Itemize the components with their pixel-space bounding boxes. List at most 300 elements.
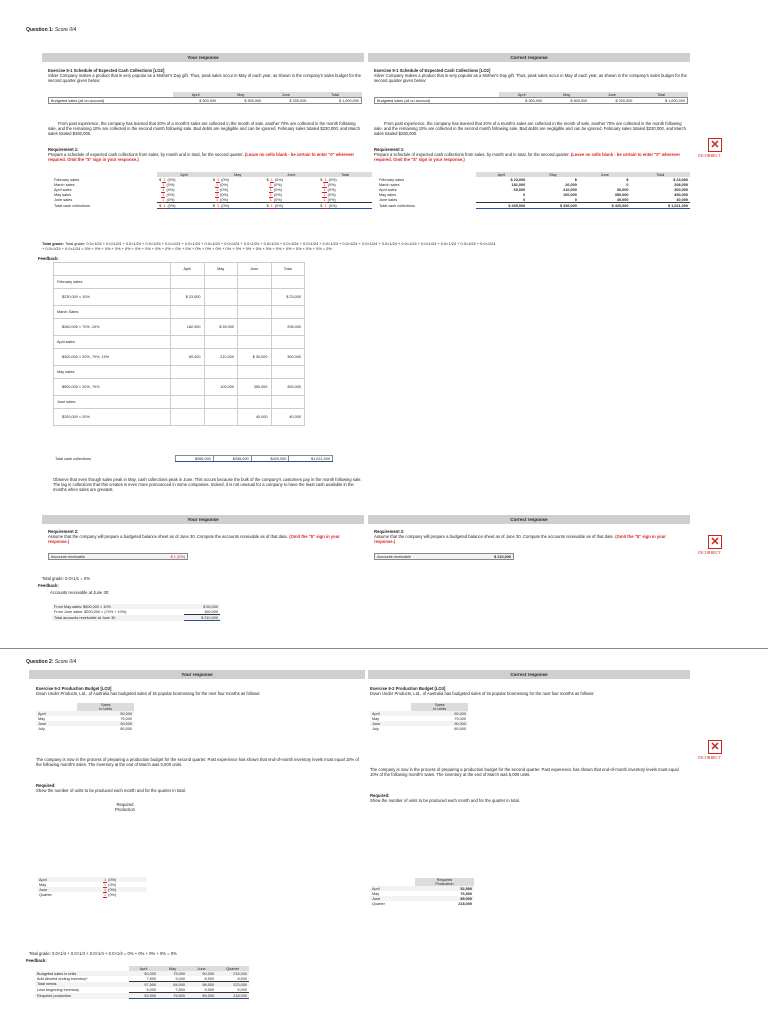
table-cell: June xyxy=(265,172,319,177)
table-row xyxy=(54,319,305,336)
feedback-row-label: March Sales: xyxy=(54,306,171,319)
table-row xyxy=(54,396,305,409)
table-cell: June xyxy=(372,721,381,726)
table-cell: 7,500 xyxy=(158,987,187,993)
table-cell: Less beginning inventory xyxy=(37,987,80,992)
table-cell: 90,000 xyxy=(120,721,132,726)
table-cell: Quarter xyxy=(372,901,385,906)
production-input-cell[interactable]: 1 (0%) xyxy=(104,877,117,882)
required-left: Required: Show the number of units to be produced each month and for the quarter in total. xyxy=(36,783,186,794)
table-cell: From June sales: $200,000 × (70% + 10%) xyxy=(54,609,127,614)
table-row xyxy=(54,336,305,349)
feedback-row-label: $300,000 × 20%, 70%, 10% xyxy=(54,349,171,366)
req-prod-header-left: Required Production xyxy=(114,802,136,813)
table-row xyxy=(54,289,305,306)
table-cell xyxy=(238,366,272,379)
table-cell: Total xyxy=(318,172,372,177)
table-cell xyxy=(370,703,411,711)
correct-cell: $ 420,000 xyxy=(579,203,631,209)
schedule-input-cell[interactable]: $ 1 (0%) xyxy=(212,177,230,182)
feedback-row-label: April sales: xyxy=(54,336,171,349)
table-cell: 218,000 xyxy=(216,993,249,999)
table-cell: 218,000 xyxy=(458,901,472,906)
table-cell: 208,000 xyxy=(271,319,305,336)
table-cell: Total xyxy=(308,92,361,98)
table-cell xyxy=(204,409,238,426)
feedback-row-label: $260,000 × 70%, 10% xyxy=(54,319,171,336)
table-cell: 75,000 xyxy=(454,716,466,721)
table-cell: $ 23,000 xyxy=(271,289,305,306)
correct-cell: 450,000 xyxy=(674,192,688,197)
ar-feedback-table xyxy=(52,604,220,621)
table-row xyxy=(54,306,305,319)
table-cell xyxy=(171,276,205,289)
table-cell: May xyxy=(544,92,589,98)
schedule-input-cell[interactable]: $ 1 (0%) xyxy=(211,203,265,209)
table-cell: 98,000 xyxy=(202,982,215,987)
feedback-row-label: $200,000 × 20% xyxy=(54,409,171,426)
table-row xyxy=(370,901,474,906)
table-cell: February sales xyxy=(54,177,80,182)
table-cell: 89,000 xyxy=(187,993,216,999)
schedule-input-cell[interactable]: $ 1 (0%) xyxy=(318,203,372,209)
schedule-input-cell[interactable]: 1 (0%) xyxy=(323,192,336,197)
table-cell: June xyxy=(238,263,272,276)
schedule-input-cell[interactable]: 1 (0%) xyxy=(162,192,175,197)
table-cell: 160,000 xyxy=(204,609,218,614)
table-cell xyxy=(204,306,238,319)
table-cell: Budgeted sales (all on account) xyxy=(377,98,431,103)
correct-cell: 182,000 xyxy=(511,182,526,187)
table-cell: 7,500 xyxy=(129,976,158,982)
table-cell xyxy=(271,396,305,409)
correct-response-header-q2: Correct response xyxy=(368,670,690,679)
your-response-header: Your response xyxy=(42,53,364,62)
question-1-title xyxy=(26,27,76,33)
table-cell: 90,000 xyxy=(202,971,215,976)
feedback-label-2: Feedback: xyxy=(38,583,59,588)
sales-budget-table xyxy=(48,92,362,104)
table-cell: Budgeted sales in units xyxy=(37,971,77,976)
question-label: Question 1: xyxy=(26,27,54,33)
correct-cell: $ 23,000 xyxy=(510,177,526,182)
table-row xyxy=(370,726,468,731)
table-cell: $ 1,000,000 xyxy=(338,98,359,103)
sales-units-table xyxy=(370,703,468,731)
table-row xyxy=(37,892,147,897)
correct-cell: $ xyxy=(626,177,629,182)
table-cell xyxy=(271,276,305,289)
correct-cell: 210,000 xyxy=(563,187,577,192)
table-cell: May xyxy=(218,92,263,98)
table-cell: April xyxy=(38,711,46,716)
table-cell: $ 500,000 xyxy=(244,98,262,103)
table-cell: Required Production xyxy=(415,878,474,886)
ar-feedback-title: Accounts receivable at June 30: xyxy=(50,590,110,595)
exercise-intro-left xyxy=(48,68,362,84)
policy-text-left: The company is now in the process of preparing a production budget for the second quarter. Past experience has shown that end-of-month inventory levels must equal 10% of the following month's sales. The inventory at the end of March was 5,000 units. xyxy=(36,757,359,768)
feedback-total-collections xyxy=(53,455,333,462)
table-cell: 350,000 xyxy=(238,379,272,396)
table-cell: March sales xyxy=(379,182,400,187)
table-cell: April xyxy=(171,263,205,276)
table-cell: June xyxy=(187,966,216,971)
table-cell: $265,000 xyxy=(176,456,214,462)
correct-cell: 60,000 xyxy=(513,187,526,192)
past-experience-left: From past experience, the company has learned that 20% of a month's sales are collected in the month of sale, another 70% are collected in the month following sale, and the remaining 10% are collected in the second month following sale. Bad debts are negligible and can be ignored. February sales totaled $230,000, and March sales totaled $260,000. xyxy=(48,121,360,137)
table-cell: Total accounts receivable at June 30 xyxy=(54,615,116,620)
production-input-cell[interactable]: 1 (0%) xyxy=(104,892,117,897)
table-cell: 76,500 xyxy=(460,891,472,896)
correct-production-table xyxy=(370,878,474,906)
correct-cell: $ 23,000 xyxy=(673,177,688,182)
table-cell: April xyxy=(129,966,158,971)
table-cell xyxy=(204,336,238,349)
your-response-header-q2: Your response xyxy=(29,670,365,679)
feedback-row-label: May sales: xyxy=(54,366,171,379)
table-cell: Total cash collections xyxy=(55,456,91,461)
table-row xyxy=(36,726,134,731)
table-cell: 75,000 xyxy=(173,971,186,976)
table-cell: 75,000 xyxy=(120,716,132,721)
correct-cell: 0 xyxy=(523,197,526,202)
table-cell xyxy=(204,276,238,289)
feedback-row-label: $500,000 × 20%, 70% xyxy=(54,379,171,396)
table-row xyxy=(370,703,468,711)
table-row xyxy=(36,703,134,711)
schedule-input-cell[interactable]: $ 1 (0%) xyxy=(157,203,211,209)
table-cell xyxy=(171,409,205,426)
table-cell: July xyxy=(38,726,45,731)
table-cell: $ 30,000 xyxy=(238,349,272,366)
table-row xyxy=(54,263,305,276)
table-cell xyxy=(238,289,272,306)
table-cell: May xyxy=(204,263,238,276)
table-cell xyxy=(238,319,272,336)
correct-cell: 30,000 xyxy=(616,187,629,192)
table-cell xyxy=(36,703,77,711)
correct-cell: 40,000 xyxy=(616,197,629,202)
table-row xyxy=(52,203,372,209)
feedback-collections-table xyxy=(53,262,305,426)
table-cell: Total cash collections xyxy=(54,203,90,208)
requirement-1-right: Requirement 1: Prepare a schedule of expected cash collections from sales, by month and in total, for the second quarter. (Leave no cells blank - be certain to enter "0" wherever required. Omit the "$" sign in your response.) xyxy=(374,147,681,163)
schedule-input-cell[interactable]: $ 1 (0%) xyxy=(159,177,176,182)
correct-cell: 208,000 xyxy=(674,182,688,187)
table-cell: April sales xyxy=(379,187,397,192)
correct-cell: 0 xyxy=(523,192,526,197)
correct-cell: $ xyxy=(574,177,577,182)
table-cell: $ 200,000 xyxy=(289,98,307,103)
table-cell xyxy=(271,366,305,379)
table-cell: June sales xyxy=(54,197,73,202)
table-cell xyxy=(204,366,238,379)
table-cell: April sales xyxy=(54,187,72,192)
table-cell: $ 26,000 xyxy=(204,319,238,336)
feedback-row-label: $230,000 × 10% xyxy=(54,289,171,306)
table-cell: 8,000 xyxy=(216,976,249,982)
schedule-input-cell[interactable]: 1 (0%) xyxy=(269,192,282,197)
table-row xyxy=(375,554,514,560)
feedback-label-q2: Feedback: xyxy=(26,958,47,963)
correct-cell: 350,000 xyxy=(614,192,629,197)
question-2-title xyxy=(26,659,76,665)
table-cell: 80,000 xyxy=(454,726,466,731)
table-cell: 84,000 xyxy=(173,982,186,987)
exercise-text: Silver Company makes a product that is very popular as a Mother's Day gift. Thus, peak sales occur in May of each year, as shown in the company's sales budget for the second quarter given below: xyxy=(48,73,361,84)
your-production-table xyxy=(37,877,147,897)
table-cell: Accounts receivable xyxy=(51,554,85,559)
table-cell: 450,000 xyxy=(271,379,305,396)
schedule-input-cell[interactable]: 1 (0%) xyxy=(323,187,336,192)
schedule-input-cell[interactable]: 1 (0%) xyxy=(215,197,229,202)
table-cell: Accounts receivable xyxy=(377,554,411,559)
table-cell xyxy=(204,289,238,306)
table-cell: $ 200,000 xyxy=(615,98,633,103)
schedule-input-cell[interactable]: 1 (0%) xyxy=(215,182,229,187)
incorrect-label: INCORRECT xyxy=(698,153,721,158)
incorrect-label: INCORRECT xyxy=(698,550,721,555)
incorrect-x-icon: ✕ xyxy=(708,138,722,152)
table-cell: 8,000 xyxy=(187,976,216,982)
schedule-input-cell[interactable]: $ 1 (0%) xyxy=(320,177,337,182)
table-cell: Total cash collections xyxy=(379,203,415,208)
table-cell: 76,500 xyxy=(158,993,187,999)
table-cell: 9,000 xyxy=(158,976,187,982)
table-row xyxy=(54,409,305,426)
correct-cell: 26,000 xyxy=(565,182,577,187)
exercise-title: Exercise 9-1 Schedule of Expected Cash Collections [LO2] xyxy=(374,68,491,73)
exercise-intro-q2-left: Exercise 9-2 Production Budget [LO3] Down Under Products, Ltd., of Australia has budgeted sales of its popular boomerang for the next four months as follows: xyxy=(36,686,261,697)
total-grade-2: Total grade: 0.0×1/1 = 0% xyxy=(42,576,90,581)
exercise-title: Exercise 9-1 Schedule of Expected Cash Collections [LO2] xyxy=(48,68,165,73)
ar-correct-table xyxy=(374,553,514,560)
table-row xyxy=(54,276,305,289)
table-cell: June xyxy=(589,92,634,98)
feedback-row-label: June sales: xyxy=(54,396,171,409)
past-experience-right: From past experience, the company has learned that 20% of a month's sales are collected in the month of sale, another 70% are collected in the month following sale, and the remaining 10% are collected in the second month following sale. Bad debts are negligible and can be ignored. February sales totaled $230,000, and March sales totaled $260,000. xyxy=(374,121,686,137)
correct-response-header: Correct response xyxy=(368,53,690,62)
your-response-header-2: Your response xyxy=(42,515,364,524)
incorrect-label: INCORRECT xyxy=(698,755,721,760)
schedule-input-cell[interactable]: 1 (0%) xyxy=(269,197,282,202)
table-cell: 50,000 xyxy=(454,711,466,716)
table-cell: $ 300,000 xyxy=(525,98,543,103)
table-cell: 40,000 xyxy=(271,409,305,426)
schedule-input-cell[interactable]: 1 (0%) xyxy=(215,187,229,192)
table-row xyxy=(54,366,305,379)
score-label: Score 0/4 xyxy=(54,659,77,665)
table-cell: 100,000 xyxy=(204,379,238,396)
schedule-input-cell[interactable]: 1 (0%) xyxy=(162,197,175,202)
correct-cell: 40,000 xyxy=(676,197,688,202)
exercise-text: Silver Company makes a product that is very popular as a Mother's Day gift. Thus, peak sales occur in May of each year, as shown in the company's sales budget for the second quarter given below: xyxy=(374,73,687,84)
table-cell: 210,000 xyxy=(204,349,238,366)
incorrect-x-icon: ✕ xyxy=(708,535,722,549)
ar-your-table xyxy=(48,553,188,560)
your-schedule-table xyxy=(52,172,372,209)
score-label: Score 0/4 xyxy=(54,27,77,33)
table-cell: 90,000 xyxy=(454,721,466,726)
schedule-input-cell[interactable]: 1 (0%) xyxy=(323,197,336,202)
table-cell: April xyxy=(39,877,47,882)
correct-cell: 300,000 xyxy=(674,187,688,192)
table-cell: 50,000 xyxy=(120,711,132,716)
table-row xyxy=(52,615,220,621)
requirement-2-left: Requirement 2: Assume that the company will prepare a budgeted balance sheet as of June 30. Compute the accounts receivable as of that date. (Omit the "$" sign in your response.) xyxy=(48,529,340,545)
table-cell: 223,000 xyxy=(233,982,247,987)
table-cell: Total needs xyxy=(37,982,57,987)
table-cell: 300,000 xyxy=(271,349,305,366)
table-cell: May xyxy=(39,882,47,887)
table-cell: May sales xyxy=(54,192,72,197)
table-cell: 215,000 xyxy=(233,971,247,976)
table-cell: May xyxy=(38,716,46,721)
question-divider xyxy=(0,648,768,649)
schedule-input-cell[interactable]: 1 (0%) xyxy=(269,182,282,187)
ar-your-input[interactable]: $ 1 (0%) xyxy=(170,554,185,559)
table-cell: April xyxy=(476,172,528,177)
table-cell: May xyxy=(372,891,380,896)
table-cell: June sales xyxy=(379,197,398,202)
table-cell xyxy=(271,336,305,349)
table-cell: April xyxy=(157,172,211,177)
table-row xyxy=(49,554,188,560)
table-cell xyxy=(238,276,272,289)
table-row xyxy=(54,349,305,366)
table-row xyxy=(375,98,688,104)
sales-budget-table xyxy=(374,92,688,104)
schedule-input-cell[interactable]: 1 (0%) xyxy=(323,182,336,187)
table-cell: 40,000 xyxy=(238,409,272,426)
table-cell: Sales in Units xyxy=(411,703,468,711)
table-cell: 89,000 xyxy=(460,896,472,901)
schedule-input-cell[interactable]: 1 (0%) xyxy=(269,187,282,192)
table-cell xyxy=(370,878,415,886)
table-cell: Add desired ending inventory* xyxy=(37,976,88,981)
table-cell xyxy=(171,366,205,379)
table-cell: $ 210,000 xyxy=(494,554,511,559)
table-cell: 182,000 xyxy=(171,319,205,336)
table-cell: Quarter xyxy=(216,966,249,971)
correct-cell: $ 265,000 xyxy=(476,203,528,209)
table-cell: Total xyxy=(634,92,687,98)
table-cell: June xyxy=(263,92,308,98)
schedule-input-cell[interactable]: 1 (0%) xyxy=(162,187,175,192)
table-cell: Sales in Units xyxy=(77,703,134,711)
table-cell: Total xyxy=(271,263,305,276)
requirement-2-right: Requirement 2: Assume that the company will prepare a budgeted balance sheet as of June 30. Compute the accounts receivable as of that date. (Omit the "$" sign in your response.) xyxy=(374,529,666,545)
production-input-cell[interactable]: 1 (0%) xyxy=(104,887,117,892)
table-cell: 80,000 xyxy=(120,726,132,731)
table-cell xyxy=(171,306,205,319)
table-cell: $420,000 xyxy=(251,456,289,462)
correct-cell: $ 336,000 xyxy=(527,203,579,209)
table-cell: 5,000 xyxy=(216,987,249,993)
table-cell: From May sales: $500,000 × 10% xyxy=(54,604,111,609)
table-cell: April xyxy=(372,886,380,891)
table-cell xyxy=(238,306,272,319)
table-cell: 52,500 xyxy=(129,993,158,999)
observation-text: Observe that even though sales peak in May, cash collections peak in June. This occurs because the bulk of the company's customers pay in the month following sale. The lag in collections that this creates is even more pronounced in some companies. Indeed, it is not unusual for a company to have the least cash available in the months when sales are greatest. xyxy=(53,477,362,493)
table-row xyxy=(53,456,333,462)
table-cell: June xyxy=(372,896,381,901)
table-cell: July xyxy=(372,726,379,731)
production-feedback-table xyxy=(35,966,249,999)
table-cell: 9,000 xyxy=(187,987,216,993)
production-input-cell[interactable]: 1 (0%) xyxy=(104,882,117,887)
table-cell: Total xyxy=(631,172,690,177)
feedback-row-label: February sales: xyxy=(54,276,171,289)
table-cell: $ 500,000 xyxy=(570,98,588,103)
table-cell: February sales xyxy=(379,177,405,182)
table-row xyxy=(54,379,305,396)
exercise-intro-right xyxy=(374,68,688,84)
table-cell: April xyxy=(173,92,218,98)
table-cell: May xyxy=(211,172,265,177)
sales-units-table xyxy=(36,703,134,731)
table-cell: 5,000 xyxy=(129,987,158,993)
schedule-input-cell[interactable]: 1 (0%) xyxy=(162,182,175,187)
schedule-input-cell[interactable]: $ 1 (0%) xyxy=(266,177,283,182)
requirement-1-left: Requirement 1: Prepare a schedule of expected cash collections from sales, by month and in total, for the second quarter. (Leave no cells blank - be certain to enter "0" wherever required. Omit the "$" sign in your response.) xyxy=(48,147,355,163)
table-cell xyxy=(238,396,272,409)
table-cell xyxy=(204,396,238,409)
table-row xyxy=(377,203,690,209)
table-cell: 57,500 xyxy=(144,982,157,987)
table-cell xyxy=(171,396,205,409)
table-cell xyxy=(171,336,205,349)
table-cell: $ 23,000 xyxy=(171,289,205,306)
correct-cell: 0 xyxy=(574,197,577,202)
required-right: Required: Show the number of units to be produced each month and for the quarter in total. xyxy=(370,793,520,804)
table-cell: May xyxy=(527,172,579,177)
table-cell xyxy=(238,336,272,349)
table-row xyxy=(35,993,249,999)
correct-response-header-2: Correct response xyxy=(368,515,690,524)
table-cell: May sales xyxy=(379,192,397,197)
schedule-input-cell[interactable]: $ 1 (0%) xyxy=(265,203,319,209)
total-grade-1: Total grade: Total grade: 0.0×1/24 + 0.0×1/24 + 0.0×1/24 + 0.0×1/24 + 0.0×1/24 + 0.0×1/24 + 0.0×1/24 + 0.0×1/24 + 0.0×1/24 + 0.0×1/24 + 0.0×1/24 + 0.0×1/24 + 0.0×1/24 + 0.0×1/24 + 0.0×1/24 + 0.0×1/24 + 0.0×1/24 + 0.0×1/24 + 0.0×1/24 + 0.0×1/24 + 0.0×1/24 + 0.0×1/24 + 0.0×1/24 = 0% + 0% + 0% + 0% + 0% + 0% + 0% + 0% + 0% + 0% + 0% + 0% + 0% + 0% + 0% + 0% + 0% + 0% + 0% + 0% + 0% + 0% + 0% + 0% = 0% xyxy=(42,241,496,252)
table-cell: $ 300,000 xyxy=(199,98,217,103)
correct-cell: 0 xyxy=(626,182,629,187)
table-cell: April xyxy=(499,92,544,98)
table-cell: June xyxy=(39,887,48,892)
table-cell xyxy=(171,379,205,396)
feedback-label: Feedback: xyxy=(38,256,59,261)
question-label: Question 2: xyxy=(26,659,54,665)
policy-text-right: The company is now in the process of preparing a production budget for the second quarter. Past experience has shown that end-of-month inventory levels must equal 10% of the following month's sales. The inventory at the end of March was 5,000 units. xyxy=(370,767,679,778)
table-cell: $ 50,000 xyxy=(203,604,218,609)
table-cell: $ 1,000,000 xyxy=(664,98,685,103)
correct-cell: $ 1,021,000 xyxy=(631,203,690,209)
table-cell: Quarter xyxy=(39,892,52,897)
table-cell: Required production xyxy=(37,993,72,998)
schedule-input-cell[interactable]: 1 (0%) xyxy=(215,192,229,197)
total-grade-q2: Total grade: 0.0×1/4 + 0.0×1/4 + 0.0×1/4 + 0.0×1/4 = 0% + 0% + 0% + 0% = 0% xyxy=(29,951,177,956)
table-cell: $1,021,000 xyxy=(289,456,333,462)
table-cell: $ 210,000 xyxy=(184,615,220,621)
table-cell: June xyxy=(579,172,631,177)
table-cell: April xyxy=(372,711,380,716)
correct-cell: 100,000 xyxy=(563,192,577,197)
table-cell: Budgeted sales (all on account) xyxy=(51,98,105,103)
table-cell: $336,000 xyxy=(213,456,251,462)
table-cell: June xyxy=(38,721,47,726)
table-cell xyxy=(54,263,171,276)
correct-schedule-table xyxy=(377,172,690,209)
table-row xyxy=(49,98,362,104)
